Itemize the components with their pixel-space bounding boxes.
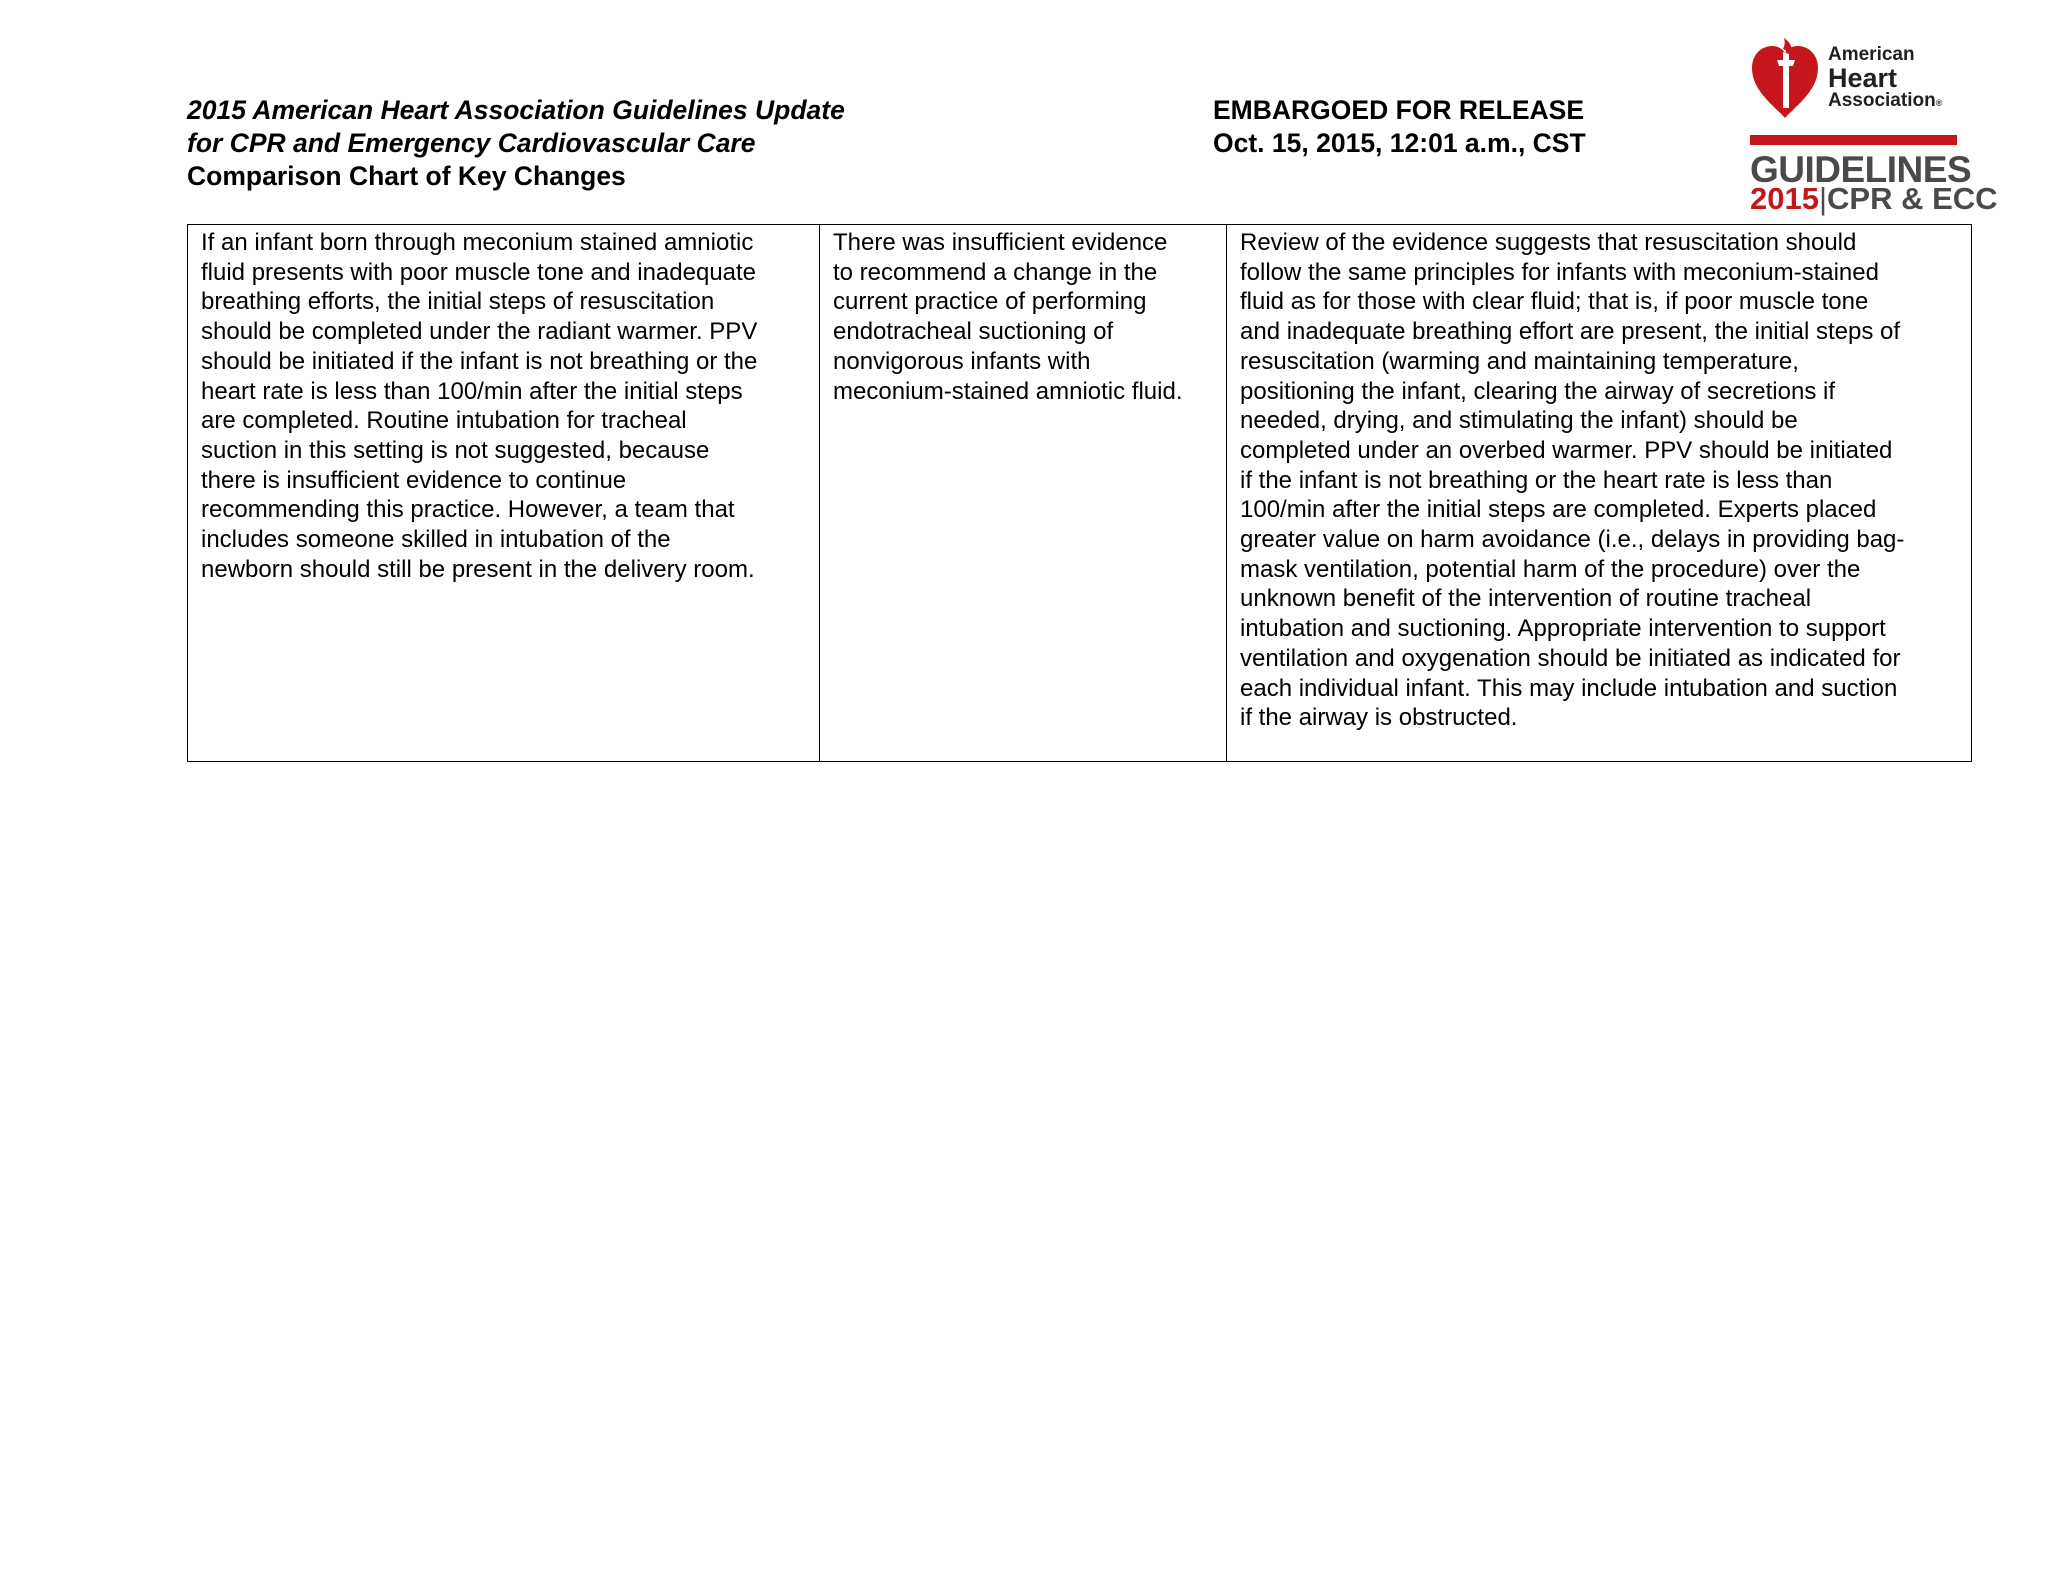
embargo-date: Oct. 15, 2015, 12:01 a.m., CST <box>1213 128 1586 158</box>
heart-torch-icon <box>1750 34 1820 120</box>
table-row <box>188 225 1972 762</box>
text-line: fluid presents with poor muscle tone and inadequate <box>201 258 757 286</box>
cell-text <box>833 228 1214 406</box>
embargo-notice <box>1213 94 1586 160</box>
text-line: and inadequate breathing effort are present, the initial steps of <box>1240 318 1901 346</box>
text-line: unknown benefit of the intervention of routine tracheal <box>1240 585 1812 613</box>
text-line: meconium-stained amniotic fluid. <box>833 377 1183 405</box>
text-line: each individual infant. This may include intubation and suction <box>1240 674 1898 702</box>
text-line: mask ventilation, potential harm of the procedure) over the <box>1240 555 1861 583</box>
embargo-line-1: EMBARGOED FOR RELEASE <box>1213 95 1585 125</box>
subtitle-separator: | <box>1818 181 1828 216</box>
text-line: there is insufficient evidence to continue <box>201 466 627 494</box>
table-cell-2010-recommendation <box>188 225 820 762</box>
text-line: newborn should still be present in the delivery room. <box>201 555 755 583</box>
text-line: fluid as for those with clear fluid; that is, if poor muscle tone <box>1240 288 1869 316</box>
cell-text <box>1240 228 1959 733</box>
text-line: needed, drying, and stimulating the infant) should be <box>1240 407 1798 435</box>
registered-mark: ® <box>1935 98 1943 108</box>
text-line: should be initiated if the infant is not breathing or the <box>201 347 758 375</box>
text-line: current practice of performing <box>833 288 1147 316</box>
text-line: to recommend a change in the <box>833 258 1158 286</box>
text-line: intubation and suctioning. Appropriate intervention to support <box>1240 615 1886 643</box>
text-line: If an infant born through meconium stained amniotic <box>201 229 754 256</box>
guidelines-wordmark: GUIDELINES <box>1750 149 1972 190</box>
logo-divider-bar <box>1750 135 1957 145</box>
text-line: heart rate is less than 100/min after the initial steps <box>201 377 743 405</box>
text-line: recommending this practice. However, a team that <box>201 496 735 524</box>
title-line-2: for CPR and Emergency Cardiovascular Care <box>187 128 756 158</box>
text-line: should be completed under the radiant warmer. PPV <box>201 318 758 346</box>
text-line: completed under an overbed warmer. PPV should be initiated <box>1240 436 1893 464</box>
text-line: are completed. Routine intubation for tracheal <box>201 407 687 435</box>
text-line: greater value on harm avoidance (i.e., delays in providing bag- <box>1240 526 1905 554</box>
document-title <box>187 94 845 193</box>
aha-wordmark-line-2: Heart <box>1828 63 1898 93</box>
text-line: ventilation and oxygenation should be initiated as indicated for <box>1240 644 1901 672</box>
aha-wordmark-line-1: American <box>1828 44 1915 65</box>
text-line: includes someone skilled in intubation of the <box>201 526 671 554</box>
guidelines-year: 2015 <box>1750 181 1819 216</box>
guidelines-program: CPR & ECC <box>1827 181 1998 216</box>
text-line: resuscitation (warming and maintaining temperature, <box>1240 347 1799 375</box>
text-line: if the infant is not breathing or the heart rate is less than <box>1240 466 1833 494</box>
table-cell-2015-evidence <box>820 225 1227 762</box>
aha-wordmark-association: Association <box>1828 90 1936 111</box>
comparison-table <box>187 224 1972 762</box>
cell-text <box>201 228 807 584</box>
text-line: if the airway is obstructed. <box>1240 704 1518 732</box>
text-line: There was insufficient evidence <box>833 229 1168 256</box>
title-line-3: Comparison Chart of Key Changes <box>187 161 626 191</box>
aha-wordmark <box>1828 44 1942 114</box>
aha-wordmark-line-3 <box>1828 90 1942 114</box>
text-line: Review of the evidence suggests that resuscitation should <box>1240 229 1857 256</box>
text-line: breathing efforts, the initial steps of resuscitation <box>201 288 715 316</box>
text-line: suction in this setting is not suggested, because <box>201 436 710 464</box>
text-line: endotracheal suctioning of <box>833 318 1114 346</box>
guidelines-subtitle <box>1750 181 1998 216</box>
table-cell-rationale <box>1227 225 1972 762</box>
text-line: nonvigorous infants with <box>833 347 1091 375</box>
title-line-1: 2015 American Heart Association Guidelines Update <box>187 95 845 125</box>
text-line: positioning the infant, clearing the airway of secretions if <box>1240 377 1835 405</box>
text-line: 100/min after the initial steps are completed. Experts placed <box>1240 496 1877 524</box>
text-line: follow the same principles for infants with meconium-stained <box>1240 258 1879 286</box>
aha-guidelines-logo <box>1750 34 1998 216</box>
